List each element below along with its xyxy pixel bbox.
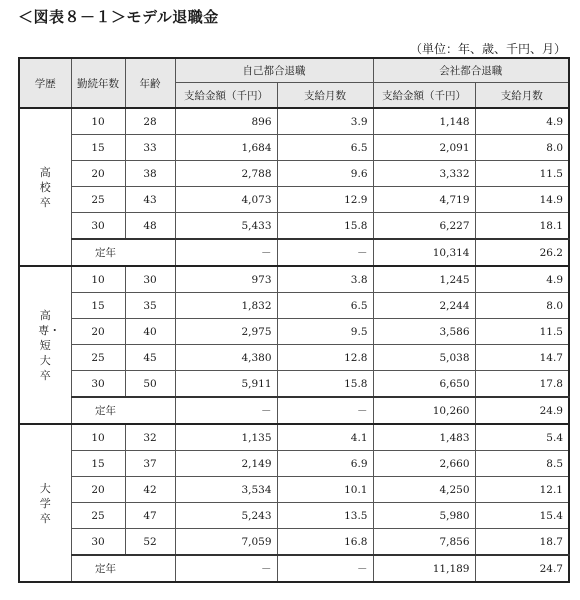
teinen-row xyxy=(19,397,569,424)
table-row xyxy=(19,424,569,451)
table-row xyxy=(19,135,569,161)
header-company: 会社都合退職 xyxy=(373,58,569,83)
cell-co-amount: 2,244 xyxy=(373,293,475,319)
cell-years: 10 xyxy=(71,266,125,293)
cell-age: 48 xyxy=(125,213,175,240)
header-education: 学歴 xyxy=(19,58,71,108)
education-group-label xyxy=(19,424,71,582)
table-row xyxy=(19,213,569,240)
teinen-vol-months: － xyxy=(277,239,373,266)
cell-age: 43 xyxy=(125,187,175,213)
header-age: 年齢 xyxy=(125,58,175,108)
teinen-co-months: 26.2 xyxy=(475,239,569,266)
table-row xyxy=(19,477,569,503)
teinen-vol-amount: － xyxy=(175,397,277,424)
header-vol-amount: 支給金額（千円） xyxy=(175,83,277,109)
cell-years: 15 xyxy=(71,293,125,319)
cell-co-amount: 4,250 xyxy=(373,477,475,503)
teinen-co-months: 24.7 xyxy=(475,555,569,582)
teinen-row xyxy=(19,555,569,582)
education-name: 高校卒 xyxy=(39,165,51,209)
teinen-co-amount: 10,314 xyxy=(373,239,475,266)
table-row xyxy=(19,503,569,529)
cell-years: 30 xyxy=(71,371,125,398)
cell-vol-months: 13.5 xyxy=(277,503,373,529)
cell-co-amount: 4,719 xyxy=(373,187,475,213)
cell-years: 15 xyxy=(71,135,125,161)
cell-vol-amount: 5,433 xyxy=(175,213,277,240)
cell-vol-months: 3.9 xyxy=(277,108,373,135)
table-row xyxy=(19,187,569,213)
cell-years: 25 xyxy=(71,345,125,371)
cell-vol-months: 12.9 xyxy=(277,187,373,213)
table-row xyxy=(19,266,569,293)
cell-vol-amount: 7,059 xyxy=(175,529,277,556)
cell-vol-months: 15.8 xyxy=(277,213,373,240)
cell-age: 45 xyxy=(125,345,175,371)
cell-vol-amount: 5,911 xyxy=(175,371,277,398)
cell-co-amount: 2,660 xyxy=(373,451,475,477)
cell-co-amount: 3,586 xyxy=(373,319,475,345)
cell-age: 37 xyxy=(125,451,175,477)
cell-age: 52 xyxy=(125,529,175,556)
table-row xyxy=(19,371,569,398)
cell-vol-months: 12.8 xyxy=(277,345,373,371)
cell-vol-amount: 1,684 xyxy=(175,135,277,161)
cell-age: 33 xyxy=(125,135,175,161)
cell-co-amount: 3,332 xyxy=(373,161,475,187)
cell-vol-months: 16.8 xyxy=(277,529,373,556)
cell-vol-months: 6.5 xyxy=(277,135,373,161)
cell-years: 10 xyxy=(71,108,125,135)
cell-co-months: 17.8 xyxy=(475,371,569,398)
cell-age: 35 xyxy=(125,293,175,319)
cell-co-amount: 7,856 xyxy=(373,529,475,556)
cell-years: 30 xyxy=(71,529,125,556)
cell-vol-amount: 973 xyxy=(175,266,277,293)
header-voluntary: 自己都合退職 xyxy=(175,58,373,83)
teinen-co-amount: 11,189 xyxy=(373,555,475,582)
teinen-co-amount: 10,260 xyxy=(373,397,475,424)
cell-co-months: 12.1 xyxy=(475,477,569,503)
cell-age: 42 xyxy=(125,477,175,503)
header-vol-months: 支給月数 xyxy=(277,83,373,109)
retirement-allowance-table xyxy=(18,57,570,583)
table-row xyxy=(19,108,569,135)
table-row xyxy=(19,293,569,319)
cell-years: 20 xyxy=(71,477,125,503)
cell-vol-months: 9.6 xyxy=(277,161,373,187)
table-row xyxy=(19,529,569,556)
cell-co-months: 11.5 xyxy=(475,319,569,345)
cell-vol-amount: 2,788 xyxy=(175,161,277,187)
cell-co-amount: 6,650 xyxy=(373,371,475,398)
cell-co-amount: 5,038 xyxy=(373,345,475,371)
unit-note: （単位：年、歳、千円、月） xyxy=(409,42,566,56)
teinen-vol-months: － xyxy=(277,555,373,582)
cell-vol-amount: 1,832 xyxy=(175,293,277,319)
cell-co-months: 5.4 xyxy=(475,424,569,451)
table-row xyxy=(19,345,569,371)
cell-co-months: 11.5 xyxy=(475,161,569,187)
education-group-label xyxy=(19,266,71,424)
education-name: 高専・短大卒 xyxy=(38,308,61,382)
cell-vol-months: 6.9 xyxy=(277,451,373,477)
cell-vol-months: 3.8 xyxy=(277,266,373,293)
cell-vol-amount: 5,243 xyxy=(175,503,277,529)
header-co-amount: 支給金額（千円） xyxy=(373,83,475,109)
teinen-label: 定年 xyxy=(71,555,175,582)
teinen-label: 定年 xyxy=(71,397,175,424)
cell-vol-amount: 1,135 xyxy=(175,424,277,451)
teinen-vol-amount: － xyxy=(175,239,277,266)
header-row-1 xyxy=(19,58,569,83)
table-body xyxy=(19,108,569,582)
header-years-served: 勤続年数 xyxy=(71,58,125,108)
cell-years: 25 xyxy=(71,187,125,213)
cell-vol-months: 6.5 xyxy=(277,293,373,319)
cell-vol-amount: 4,073 xyxy=(175,187,277,213)
teinen-label: 定年 xyxy=(71,239,175,266)
cell-vol-amount: 2,975 xyxy=(175,319,277,345)
cell-co-months: 4.9 xyxy=(475,108,569,135)
cell-co-months: 18.7 xyxy=(475,529,569,556)
education-name: 大学卒 xyxy=(39,481,51,525)
cell-years: 20 xyxy=(71,319,125,345)
table-row xyxy=(19,319,569,345)
cell-vol-months: 10.1 xyxy=(277,477,373,503)
cell-vol-months: 4.1 xyxy=(277,424,373,451)
cell-age: 40 xyxy=(125,319,175,345)
cell-co-amount: 1,483 xyxy=(373,424,475,451)
cell-years: 20 xyxy=(71,161,125,187)
teinen-co-months: 24.9 xyxy=(475,397,569,424)
table-row xyxy=(19,161,569,187)
header-co-months: 支給月数 xyxy=(475,83,569,109)
cell-co-amount: 6,227 xyxy=(373,213,475,240)
cell-co-amount: 2,091 xyxy=(373,135,475,161)
cell-age: 30 xyxy=(125,266,175,293)
cell-co-months: 15.4 xyxy=(475,503,569,529)
cell-vol-months: 15.8 xyxy=(277,371,373,398)
cell-age: 38 xyxy=(125,161,175,187)
cell-years: 10 xyxy=(71,424,125,451)
cell-years: 30 xyxy=(71,213,125,240)
cell-co-months: 14.9 xyxy=(475,187,569,213)
teinen-vol-amount: － xyxy=(175,555,277,582)
cell-years: 25 xyxy=(71,503,125,529)
teinen-row xyxy=(19,239,569,266)
cell-co-months: 14.7 xyxy=(475,345,569,371)
cell-co-amount: 1,148 xyxy=(373,108,475,135)
education-group-label xyxy=(19,108,71,266)
cell-co-months: 4.9 xyxy=(475,266,569,293)
cell-age: 28 xyxy=(125,108,175,135)
cell-vol-amount: 896 xyxy=(175,108,277,135)
table-row xyxy=(19,451,569,477)
cell-vol-amount: 2,149 xyxy=(175,451,277,477)
cell-years: 15 xyxy=(71,451,125,477)
cell-vol-amount: 4,380 xyxy=(175,345,277,371)
cell-co-amount: 1,245 xyxy=(373,266,475,293)
cell-age: 50 xyxy=(125,371,175,398)
cell-age: 32 xyxy=(125,424,175,451)
cell-age: 47 xyxy=(125,503,175,529)
cell-co-months: 8.5 xyxy=(475,451,569,477)
cell-co-months: 8.0 xyxy=(475,293,569,319)
teinen-vol-months: － xyxy=(277,397,373,424)
cell-vol-months: 9.5 xyxy=(277,319,373,345)
cell-co-months: 8.0 xyxy=(475,135,569,161)
page-title: ＜図表８－１＞モデル退職金 xyxy=(18,8,219,26)
cell-co-months: 18.1 xyxy=(475,213,569,240)
cell-co-amount: 5,980 xyxy=(373,503,475,529)
cell-vol-amount: 3,534 xyxy=(175,477,277,503)
